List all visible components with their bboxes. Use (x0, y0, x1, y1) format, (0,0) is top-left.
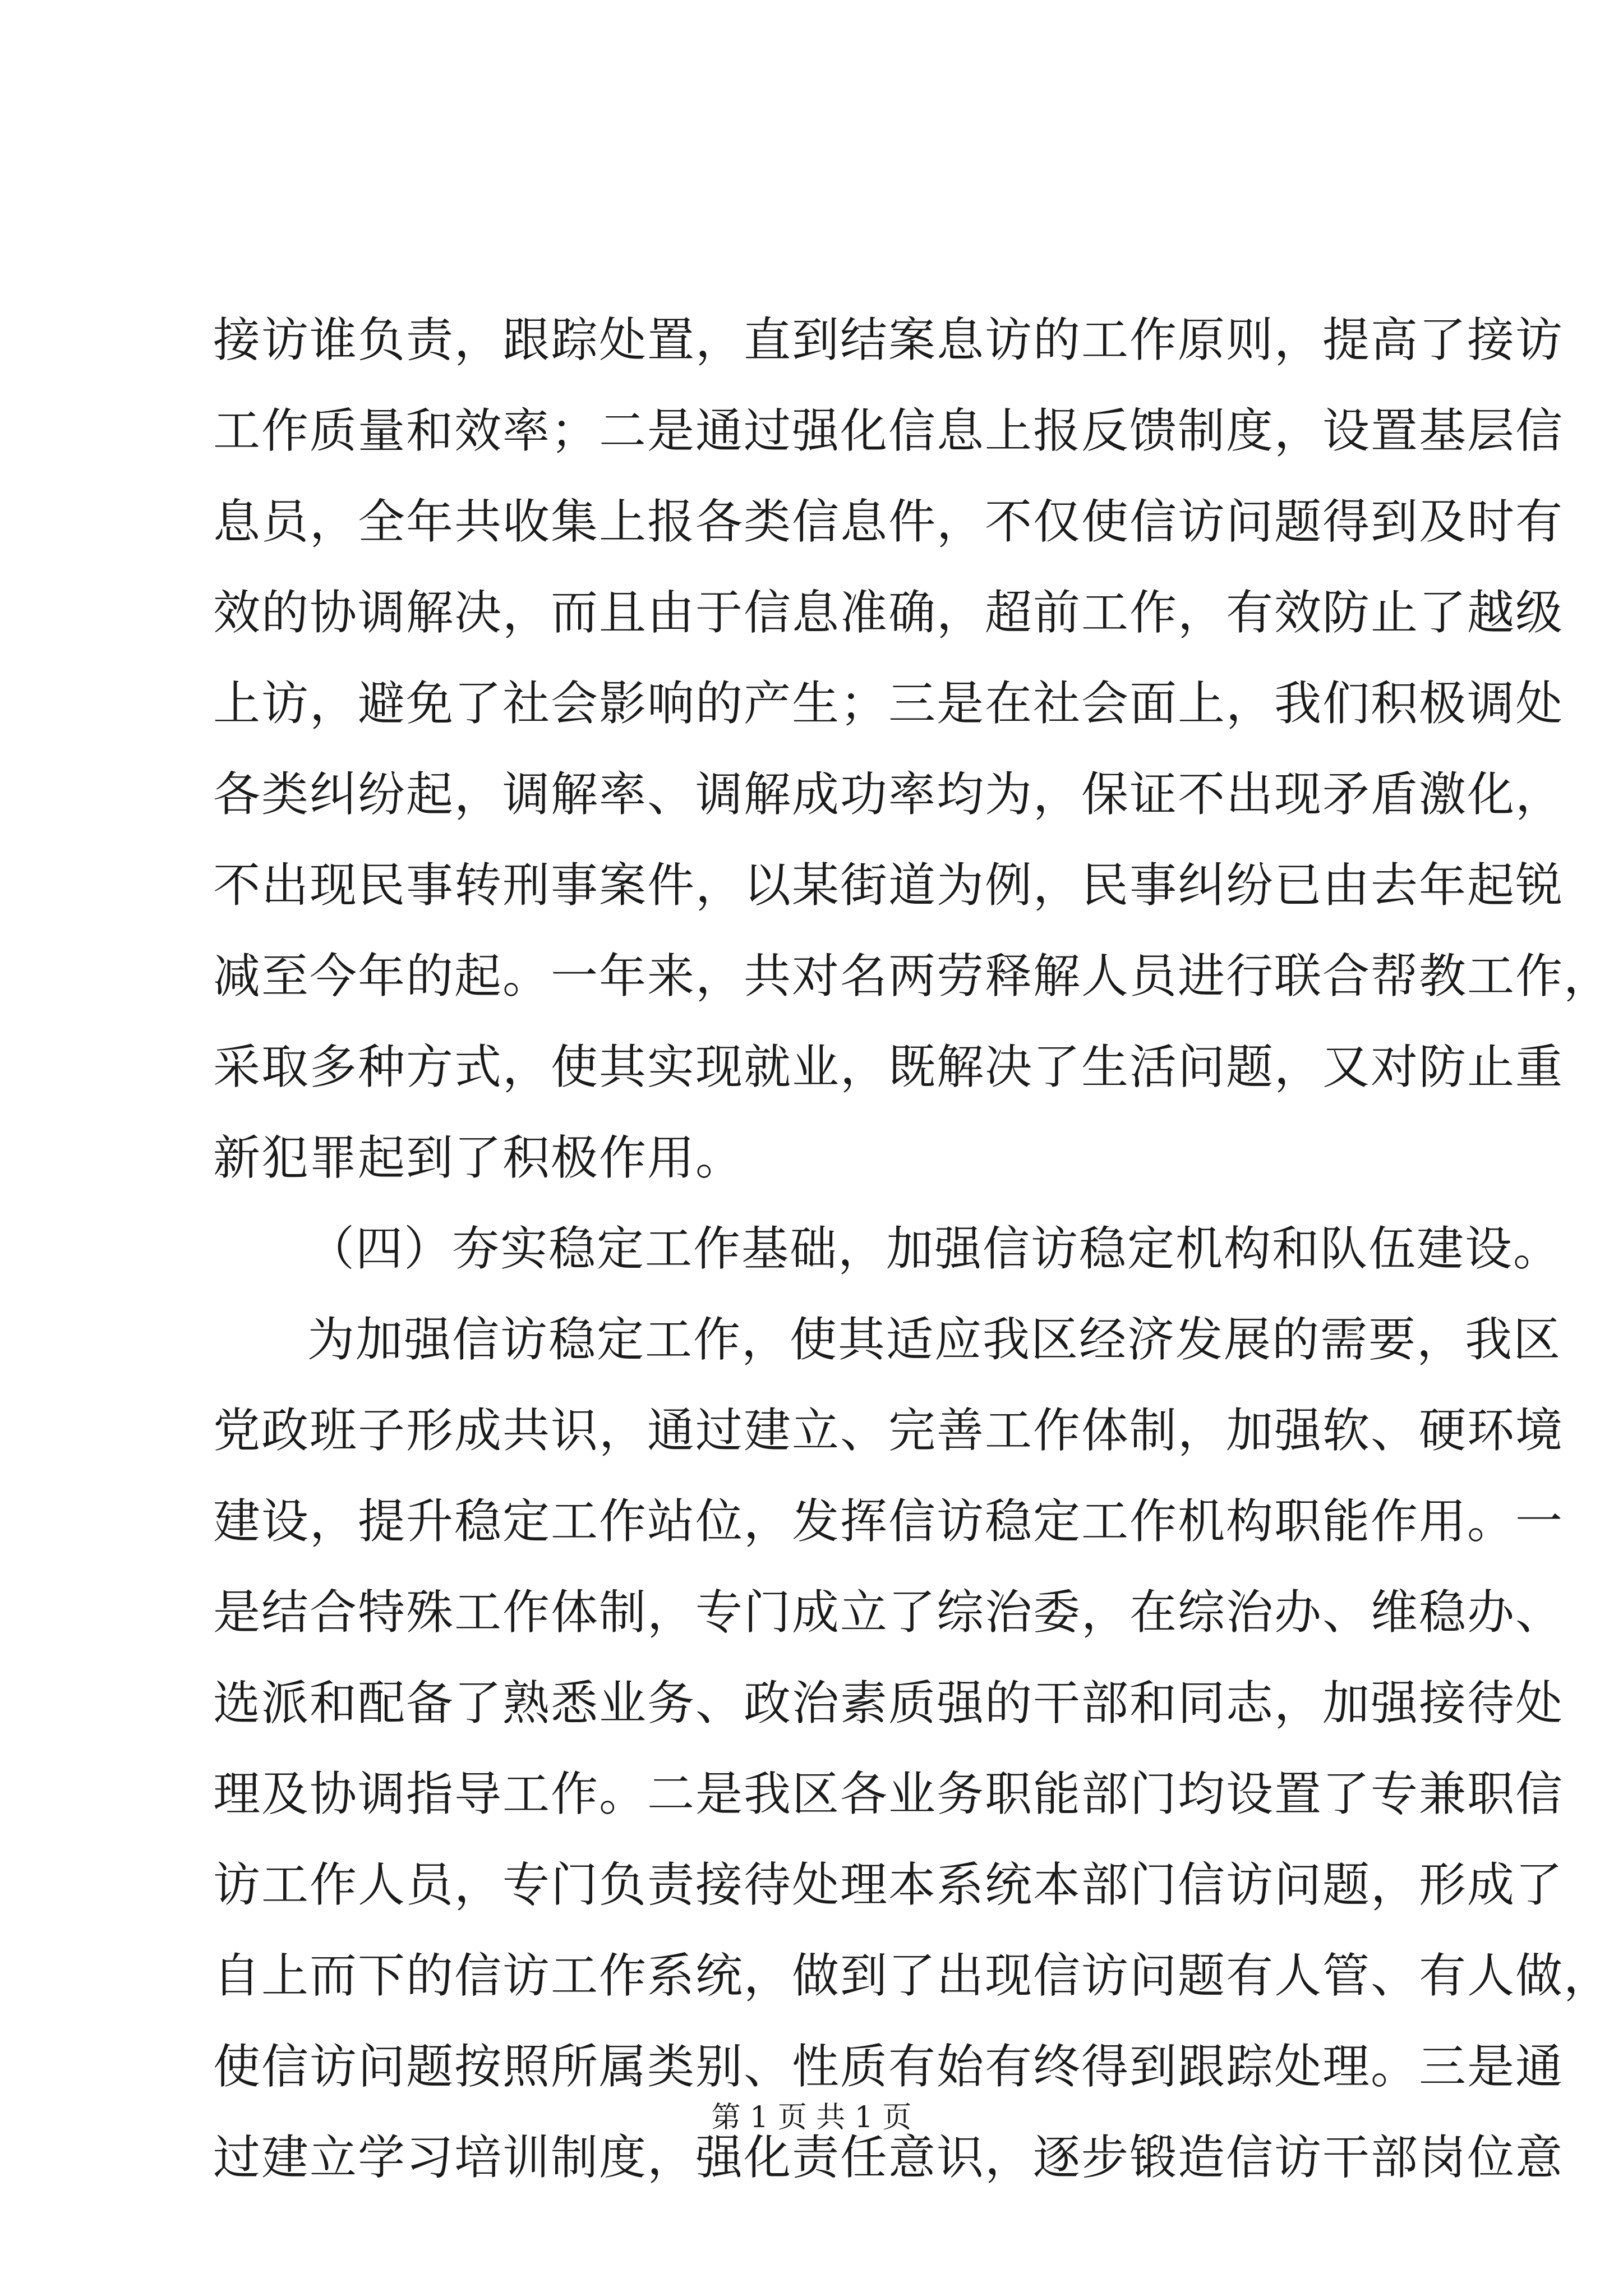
text-line: 接访谁负责，跟踪处置，直到结案息访的工作原则，提高了接访 (213, 312, 1564, 367)
text-line: 各类纠纷起，调解率、调解成功率均为，保证不出现矛盾激化， (213, 767, 1564, 822)
text-line: 采取多种方式，使其实现就业，既解决了生活问题，又对防止重 (213, 1039, 1564, 1094)
text-line: 理及协调指导工作。二是我区各业务职能部门均设置了专兼职信 (213, 1766, 1564, 1821)
text-line: 减至今年的起。一年来，共对名两劳释解人员进行联合帮教工作， (213, 949, 1612, 1004)
page-footer: 第 1 页 共 1 页 (711, 2101, 912, 2134)
text-line: 访工作人员，专门负责接待处理本系统本部门信访问题，形成了 (213, 1857, 1564, 1912)
document-body (213, 295, 1612, 2203)
text-line: 工作质量和效率；二是通过强化信息上报反馈制度，设置基层信 (213, 403, 1564, 458)
text-line: 是结合特殊工作体制，专门成立了综治委，在综治办、维稳办、 (213, 1585, 1564, 1640)
text-line: 息员，全年共收集上报各类信息件，不仅使信访问题得到及时有 (213, 494, 1564, 549)
text-line: 使信访问题按照所属类别、性质有始有终得到跟踪处理。三是通 (213, 2039, 1564, 2094)
text-line: 选派和配备了熟悉业务、政治素质强的干部和同志，加强接待处 (213, 1676, 1564, 1731)
section-heading: （四）夯实稳定工作基础，加强信访稳定机构和队伍建设。 (307, 1221, 1562, 1276)
text-line: 自上而下的信访工作系统，做到了出现信访问题有人管、有人做， (213, 1948, 1612, 2003)
text-line: 效的协调解决，而且由于信息准确，超前工作，有效防止了越级 (213, 585, 1564, 640)
text-line: 党政班子形成共识，通过建立、完善工作体制，加强软、硬环境 (213, 1403, 1564, 1458)
text-line: 上访，避免了社会影响的产生；三是在社会面上，我们积极调处 (213, 676, 1564, 731)
text-line: 建设，提升稳定工作站位，发挥信访稳定工作机构职能作用。一 (213, 1494, 1564, 1549)
text-line: 过建立学习培训制度，强化责任意识，逐步锻造信访干部岗位意 (213, 2130, 1564, 2185)
text-line: 新犯罪起到了积极作用。 (213, 1130, 744, 1185)
text-line: 为加强信访稳定工作，使其适应我区经济发展的需要，我区 (307, 1312, 1562, 1367)
text-line: 不出现民事转刑事案件，以某街道为例，民事纠纷已由去年起锐 (213, 858, 1564, 913)
